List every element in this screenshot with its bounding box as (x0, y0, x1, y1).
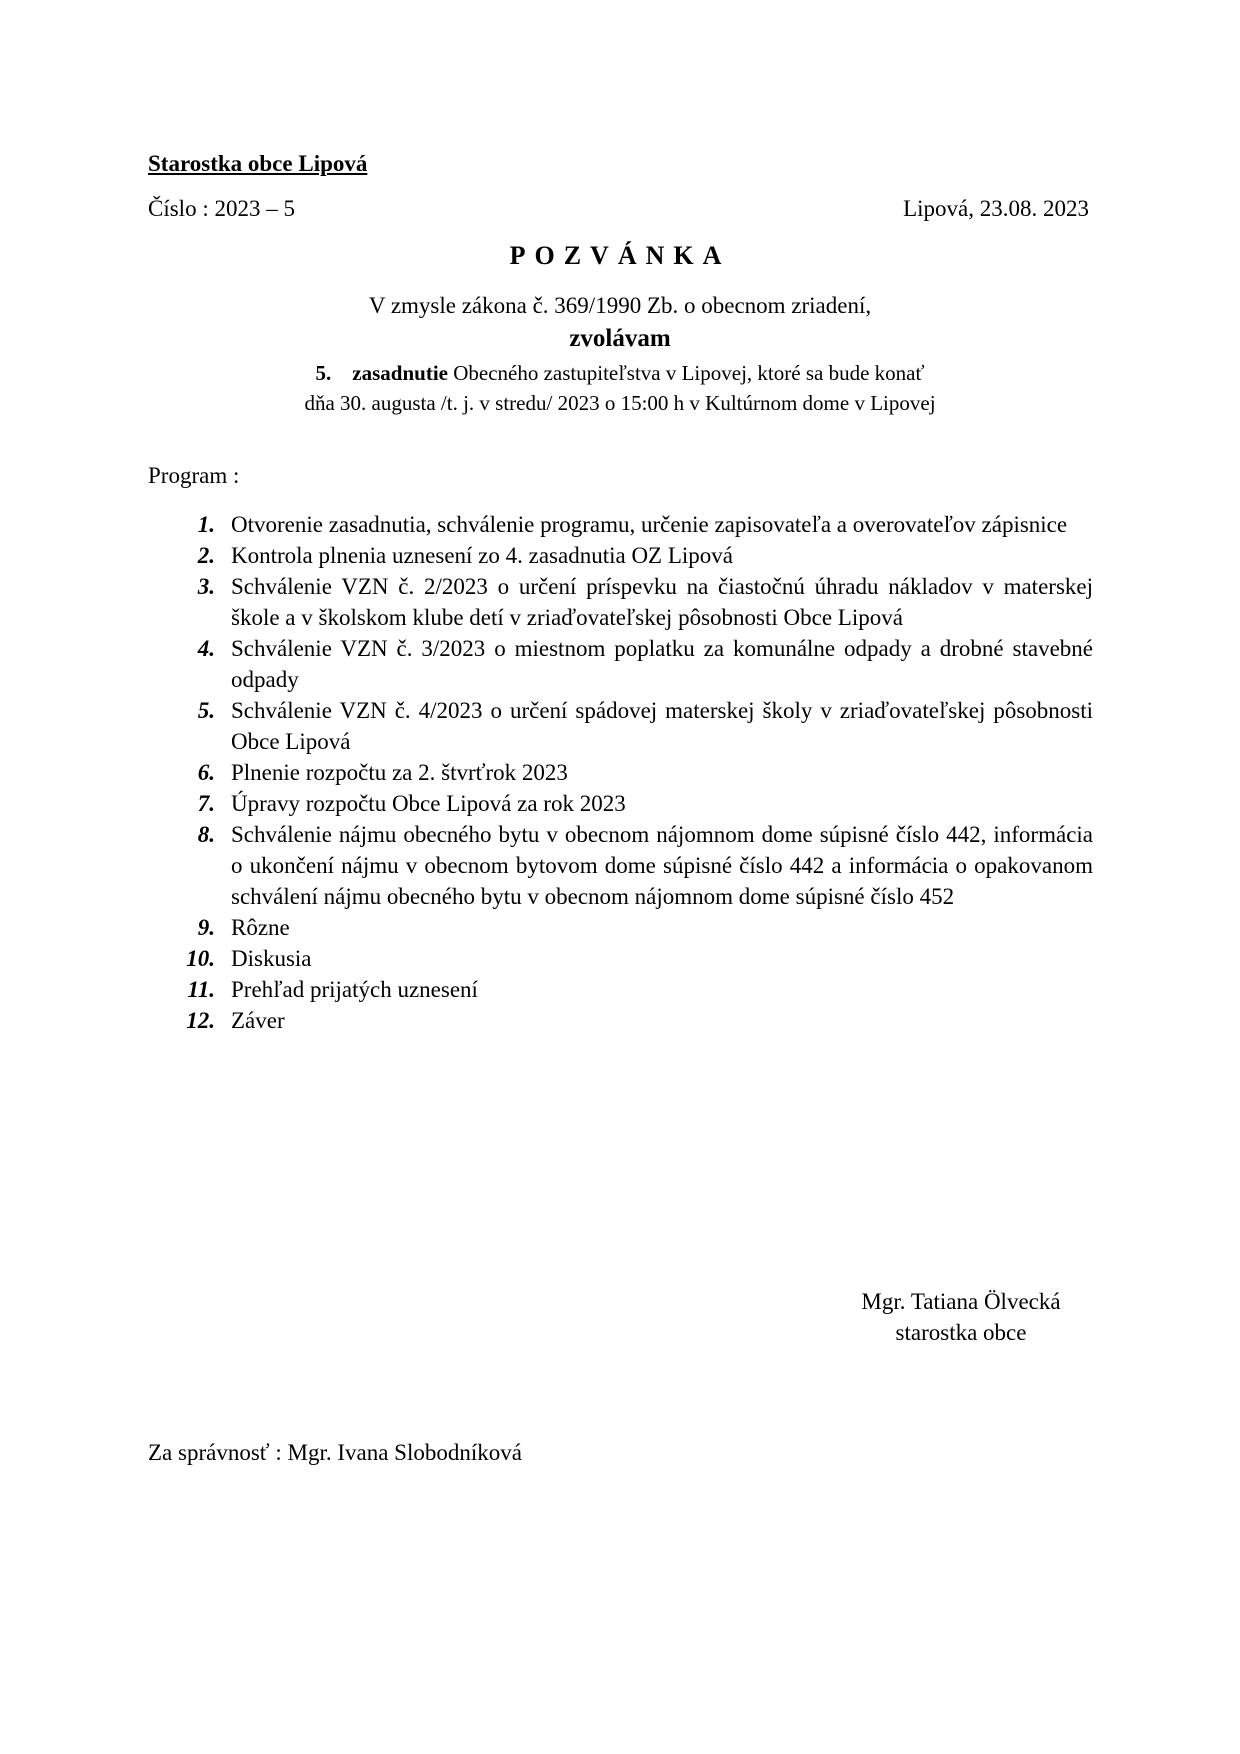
agenda-item (148, 695, 1093, 757)
issuer-heading: Starostka obce Lipová (148, 151, 368, 176)
document-number: Číslo : 2023 – 5 (148, 196, 295, 221)
convene-heading: zvolávam (569, 325, 671, 352)
agenda-item-text: Kontrola plnenia uznesení zo 4. zasadnutia OZ Lipová (231, 543, 734, 568)
agenda-item-text: Záver (231, 1008, 285, 1033)
agenda-item (148, 509, 1093, 540)
meeting-description: Obecného zastupiteľstva v Lipovej, ktoré sa bude konať (447, 361, 925, 385)
agenda-item-text: Plnenie rozpočtu za 2. štvrťrok 2023 (231, 760, 568, 785)
agenda-item-number: 12. (186, 1008, 215, 1033)
meeting-date-location: dňa 30. augusta /t. j. v stredu/ 2023 o 15:00 h v Kultúrnom dome v Lipovej (304, 391, 936, 415)
agenda-item-number: 5. (197, 698, 215, 723)
agenda-item (148, 912, 1093, 943)
agenda-item (148, 943, 1093, 974)
agenda-item (148, 974, 1093, 1005)
agenda-item-number: 1. (197, 512, 215, 537)
agenda-item-number: 7. (197, 791, 215, 816)
agenda-item-text: Schválenie VZN č. 2/2023 o určení príspevku na čiastočnú úhradu nákladov v materskej škole a v školskom klube detí v zriaďovateľskej pôsobnosti Obce Lipová (231, 574, 1093, 630)
signature-block (846, 1286, 1076, 1348)
agenda-item-text: Rôzne (231, 915, 290, 940)
meeting-number: 5. (315, 361, 332, 385)
agenda-item-text: Otvorenie zasadnutia, schválenie programu, určenie zapisovateľa a overovateľov zápisnice (231, 512, 1068, 537)
agenda-item-number: 2. (197, 543, 215, 568)
agenda-item (148, 540, 1093, 571)
agenda-item-text: Prehľad prijatých uznesení (231, 977, 478, 1002)
agenda-item-text: Schválenie nájmu obecného bytu v obecnom nájomnom dome súpisné číslo 442, informácia o ukončení nájmu v obecnom bytovom dome súpisné číslo 442 a informácia o opakovanom schválení nájmu obecného bytu v obecnom nájomnom dome súpisné číslo 452 (231, 822, 1093, 909)
agenda-item-number: 10. (186, 946, 215, 971)
program-label: Program : (148, 463, 240, 488)
legal-basis-line: V zmysle zákona č. 369/1990 Zb. o obecnom zriadení, (368, 293, 872, 318)
meeting-label: zasadnutie (352, 361, 448, 385)
agenda-item-text: Schválenie VZN č. 3/2023 o miestnom poplatku za komunálne odpady a drobné stavebné odpady (231, 636, 1093, 692)
agenda-item-number: 11. (187, 977, 215, 1002)
agenda-item (148, 819, 1093, 912)
agenda-item (148, 571, 1093, 633)
signatory-name: Mgr. Tatiana Ölvecká (861, 1289, 1061, 1314)
document-title: POZVÁNKA (509, 241, 731, 270)
agenda-item-text: Úpravy rozpočtu Obce Lipová za rok 2023 (231, 791, 626, 816)
agenda-item (148, 633, 1093, 695)
agenda-item (148, 1005, 1093, 1036)
agenda-item (148, 788, 1093, 819)
agenda-item-number: 6. (197, 760, 215, 785)
place-and-date: Lipová, 23.08. 2023 (903, 196, 1089, 221)
agenda-list (148, 509, 1093, 1036)
agenda-item-number: 3. (197, 574, 215, 599)
meeting-announcement (0, 358, 1240, 389)
agenda-item-text: Schválenie VZN č. 4/2023 o určení spádovej materskej školy v zriaďovateľskej pôsobnosti Obce Lipová (231, 698, 1093, 754)
agenda-item-number: 4. (197, 636, 215, 661)
agenda-item-text: Diskusia (231, 946, 312, 971)
signatory-role: starostka obce (895, 1320, 1027, 1345)
agenda-item (148, 757, 1093, 788)
certified-by: Za správnosť : Mgr. Ivana Slobodníková (148, 1440, 522, 1465)
agenda-item-number: 9. (197, 915, 215, 940)
agenda-item-number: 8. (197, 822, 215, 847)
